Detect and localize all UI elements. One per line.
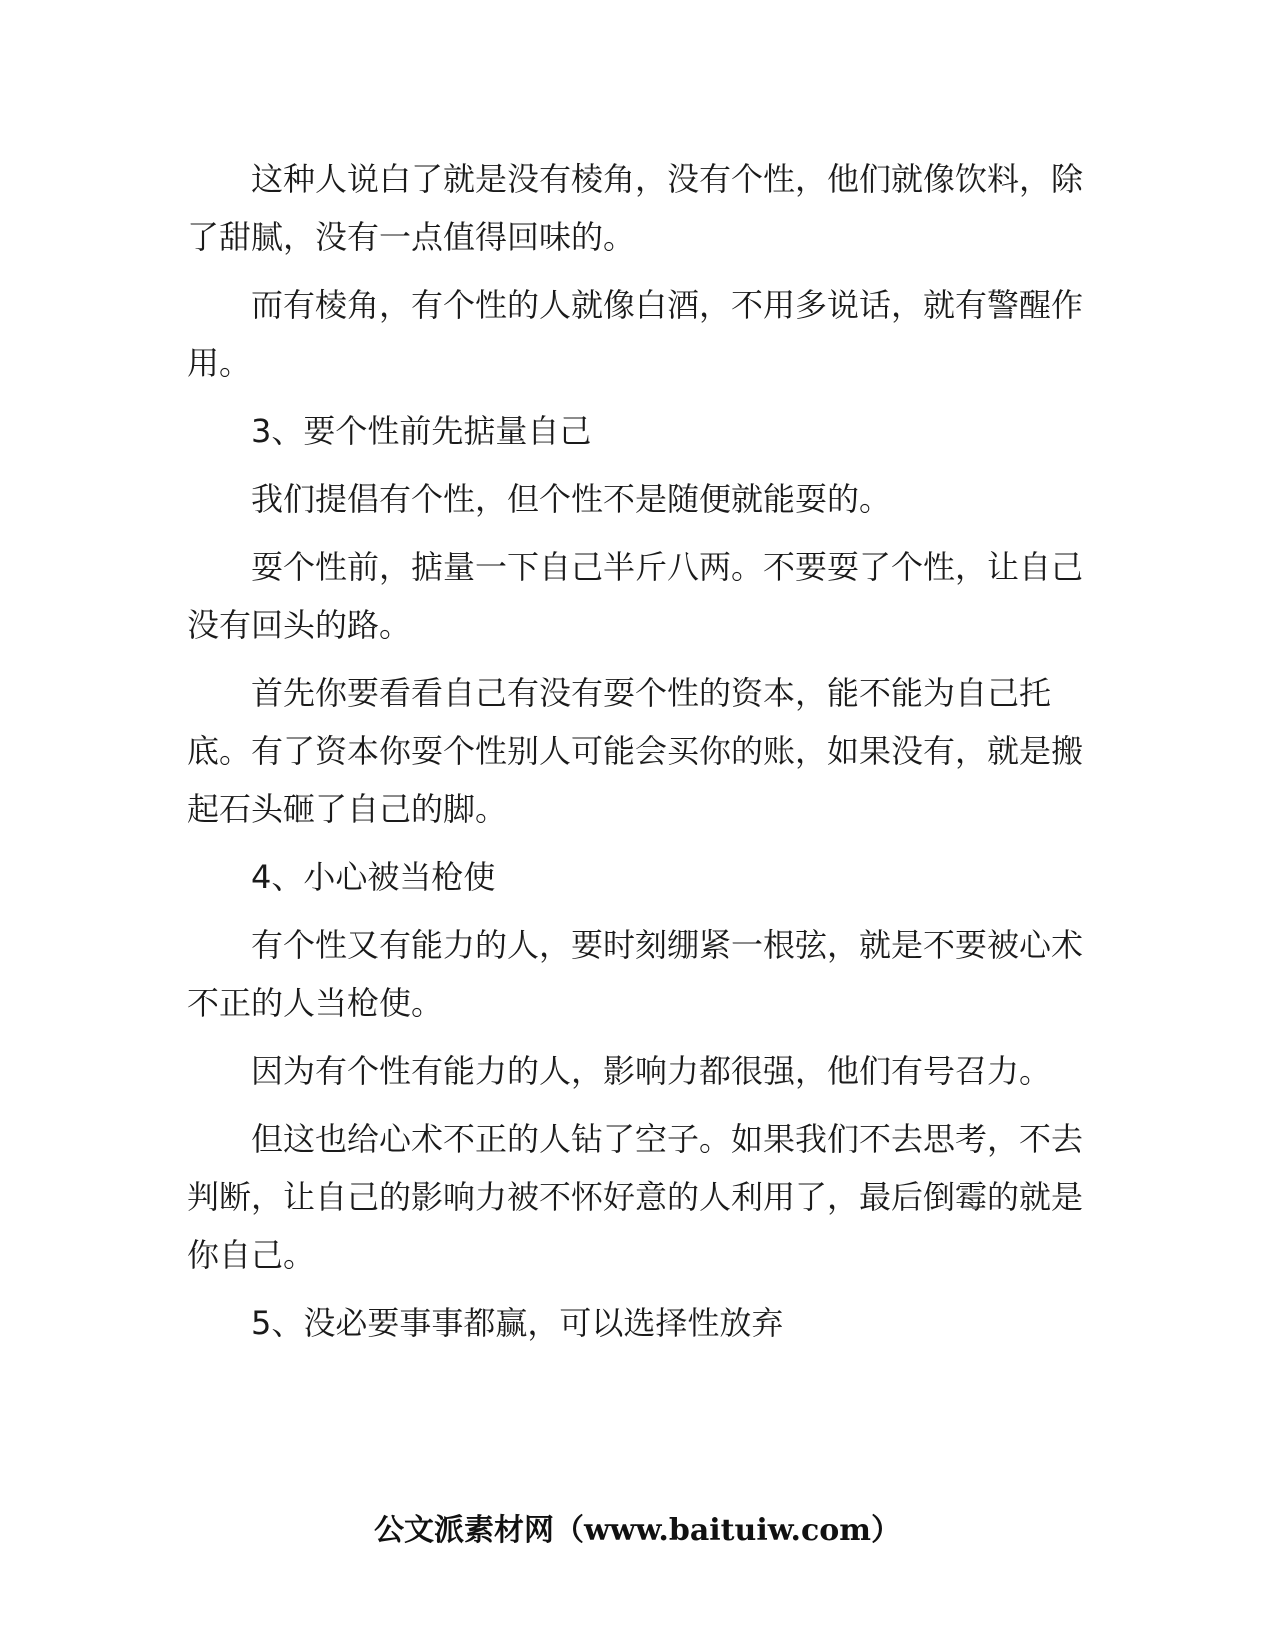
paragraph: 耍个性前，掂量一下自己半斤八两。不要耍了个性，让自己没有回头的路。 xyxy=(187,548,1084,644)
paragraph: 我们提倡有个性，但个性不是随便就能耍的。 xyxy=(251,480,892,518)
paragraph: 有个性又有能力的人，要时刻绷紧一根弦，就是不要被心术不正的人当枪使。 xyxy=(187,926,1084,1022)
paragraph: 但这也给心术不正的人钻了空子。如果我们不去思考，不去判断，让自己的影响力被不怀好意的人利用了，最后倒霉的就是你自己。 xyxy=(187,1120,1084,1274)
paragraph: 因为有个性有能力的人，影响力都很强，他们有号召力。 xyxy=(251,1052,1052,1090)
section-heading: 5、没必要事事都赢，可以选择性放弃 xyxy=(251,1304,784,1342)
paragraph: 首先你要看看自己有没有耍个性的资本，能不能为自己托底。有了资本你耍个性别人可能会买你的账，如果没有，就是搬起石头砸了自己的脚。 xyxy=(187,674,1084,828)
section-heading: 3、要个性前先掂量自己 xyxy=(251,412,592,450)
paragraph: 这种人说白了就是没有棱角，没有个性，他们就像饮料，除了甜腻，没有一点值得回味的。 xyxy=(187,160,1084,256)
section-heading: 4、小心被当枪使 xyxy=(251,858,496,896)
document-body xyxy=(187,150,1087,1362)
page-footer: 公文派素材网（www.baituiw.com） xyxy=(373,1513,902,1548)
paragraph: 而有棱角，有个性的人就像白酒，不用多说话，就有警醒作用。 xyxy=(187,286,1084,382)
